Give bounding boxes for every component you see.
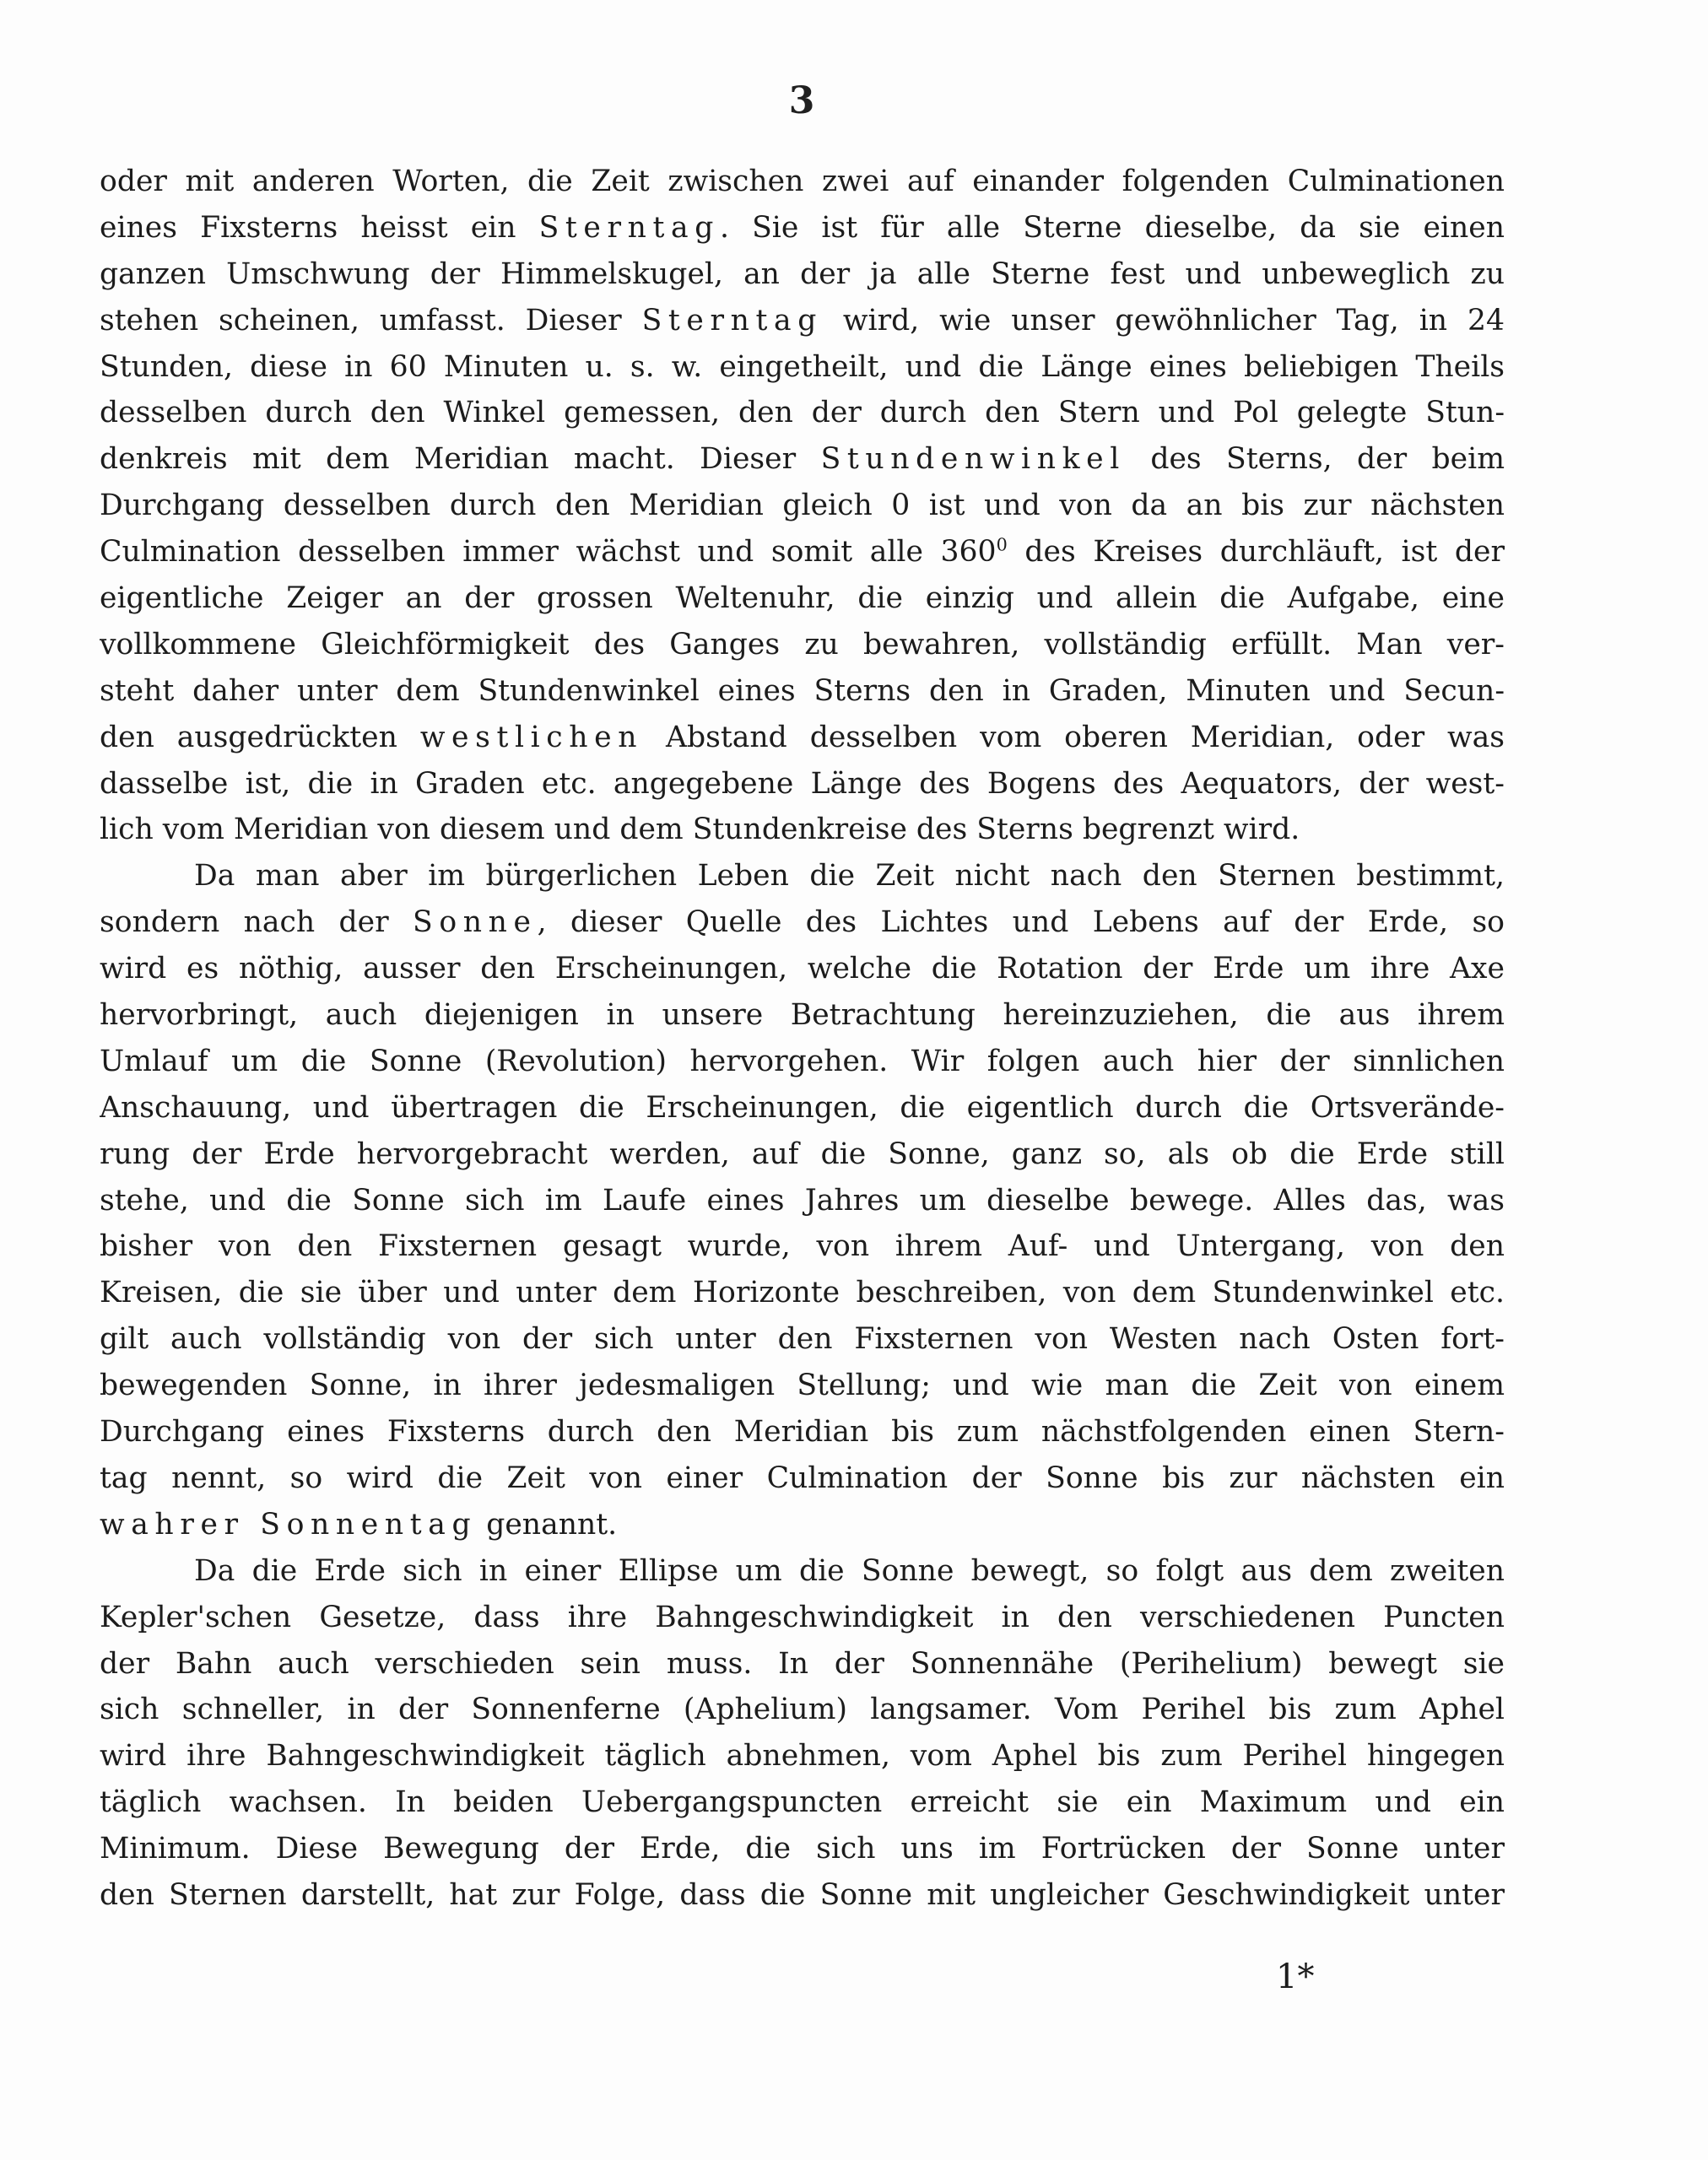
text-line: steht daher unter dem Stundenwinkel eines Sterns den in Graden, Minuten und Secun- xyxy=(100,673,1505,708)
text-line: wird es nöthig, ausser den Erscheinungen, welche die Rotation der Erde um ihre Axe xyxy=(100,952,1505,986)
body-text xyxy=(100,159,1505,1919)
text-line: Durchgang desselben durch den Meridian gleich 0 ist und von da an bis zur nächsten xyxy=(100,489,1505,523)
text-line: oder mit anderen Worten, die Zeit zwischen zwei auf einander folgenden Culminationen xyxy=(100,165,1505,198)
page-number: 3 xyxy=(788,79,815,122)
text-line: wahrer Sonnentag genannt. xyxy=(100,1507,618,1542)
signature-mark: 1* xyxy=(1276,1958,1315,1996)
text-line: Da man aber im bürgerlichen Leben die Zeit nicht nach den Sternen bestimmt, xyxy=(194,859,1505,894)
text-line: Stunden, diese in 60 Minuten u. s. w. eingetheilt, und die Länge eines beliebigen Theils xyxy=(100,349,1505,384)
text-line: Anschauung, und übertragen die Erscheinungen, die eigentlich durch die Ortsverände- xyxy=(100,1090,1505,1125)
text-line: denkreis mit dem Meridian macht. Dieser Stundenwinkel des Sterns, der beim xyxy=(100,442,1505,477)
emphasis-westlichen: westlichen xyxy=(419,720,644,754)
emphasis-sterntag: Sterntag xyxy=(641,303,823,338)
paragraph-2 xyxy=(100,853,1505,1547)
emphasis-stundenwinkel: Stundenwinkel xyxy=(820,442,1126,477)
text-line: Culmination desselben immer wächst und somit alle $360^0$ des Kreises durchläuft, ist der xyxy=(100,534,1505,570)
text-line: dasselbe ist, die in Graden etc. angegebene Länge des Bogens des Aequators, der west- xyxy=(100,766,1505,801)
text-line: der Bahn auch verschieden sein muss. In der Sonnennähe (Perihelium) bewegt sie xyxy=(100,1646,1505,1681)
text-line: lich vom Meridian von diesem und dem Stundenkreise des Sterns begrenzt wird. xyxy=(100,813,1300,847)
text-line: gilt auch vollständig von der sich unter den Fixsternen von Westen nach Osten fort- xyxy=(100,1322,1505,1357)
text-line: vollkommene Gleichförmigkeit des Ganges zu bewahren, vollständig erfüllt. Man ver- xyxy=(100,627,1505,662)
text-line: eines Fixsterns heisst ein Sterntag. Sie ist für alle Sterne dieselbe, da sie einen xyxy=(100,210,1505,245)
text-line: Minimum. Diese Bewegung der Erde, die sich uns im Fortrücken der Sonne unter xyxy=(100,1832,1505,1866)
text-line: Umlauf um die Sonne (Revolution) hervorgehen. Wir folgen auch hier der sinnlichen xyxy=(100,1044,1505,1078)
text-line: stehen scheinen, umfasst. Dieser Sterntag wird, wie unser gewöhnlicher Tag, in 24 xyxy=(100,303,1505,338)
emphasis-wahrer-sonnentag: wahrer Sonnentag xyxy=(100,1507,478,1542)
text-line: desselben durch den Winkel gemessen, den der durch den Stern und Pol gelegte Stun- xyxy=(100,396,1505,430)
text-line: rung der Erde hervorgebracht werden, auf die Sonne, ganz so, als ob die Erde still xyxy=(100,1137,1505,1171)
text-line: den Sternen darstellt, hat zur Folge, dass die Sonne mit ungleicher Geschwindigkeit unter xyxy=(100,1877,1505,1912)
text-line: wird ihre Bahngeschwindigkeit täglich abnehmen, vom Aphel bis zum Perihel hingegen xyxy=(100,1739,1505,1774)
text-line: Kreisen, die sie über und unter dem Horizonte beschreiben, von dem Stundenwinkel etc. xyxy=(100,1276,1505,1310)
text-line: sondern nach der Sonne, dieser Quelle des Lichtes und Lebens auf der Erde, so xyxy=(100,905,1505,940)
text-line: bisher von den Fixsternen gesagt wurde, von ihrem Auf- und Untergang, von den xyxy=(100,1229,1505,1264)
text-line: täglich wachsen. In beiden Uebergangspuncten erreicht sie ein Maximum und ein xyxy=(100,1785,1505,1820)
degree-superscript: 0 xyxy=(996,534,1008,555)
text-line: eigentliche Zeiger an der grossen Weltenuhr, die einzig und allein die Aufgabe, eine xyxy=(100,581,1505,616)
text-line: hervorbringt, auch diejenigen in unsere Betrachtung hereinzuziehen, die aus ihrem xyxy=(100,998,1505,1033)
text-line: sich schneller, in der Sonnenferne (Aphelium) langsamer. Vom Perihel bis zum Aphel xyxy=(100,1693,1505,1727)
text-line: den ausgedrückten westlichen Abstand desselben vom oberen Meridian, oder was xyxy=(100,720,1505,754)
emphasis-sonne: Sonne xyxy=(413,905,538,940)
text-line: Durchgang eines Fixsterns durch den Meridian bis zum nächstfolgenden einen Stern- xyxy=(100,1415,1505,1450)
text-line: stehe, und die Sonne sich im Laufe eines Jahres um dieselbe bewege. Alles das, was xyxy=(100,1183,1505,1218)
text-line: Kepler'schen Gesetze, dass ihre Bahngeschwindigkeit in den verschiedenen Puncten xyxy=(100,1600,1505,1634)
text-line: tag nennt, so wird die Zeit von einer Culmination der Sonne bis zur nächsten ein xyxy=(100,1461,1505,1495)
text-line: Da die Erde sich in einer Ellipse um die Sonne bewegt, so folgt aus dem zweiten xyxy=(194,1553,1505,1588)
paragraph-1 xyxy=(100,159,1505,853)
emphasis-sterntag: Sterntag xyxy=(538,210,720,245)
paragraph-3 xyxy=(100,1548,1505,1919)
text-line: bewegenden Sonne, in ihrer jedesmaligen Stellung; und wie man die Zeit von einem xyxy=(100,1369,1505,1403)
text-line: ganzen Umschwung der Himmelskugel, an der ja alle Sterne fest und unbeweglich zu xyxy=(100,256,1505,291)
